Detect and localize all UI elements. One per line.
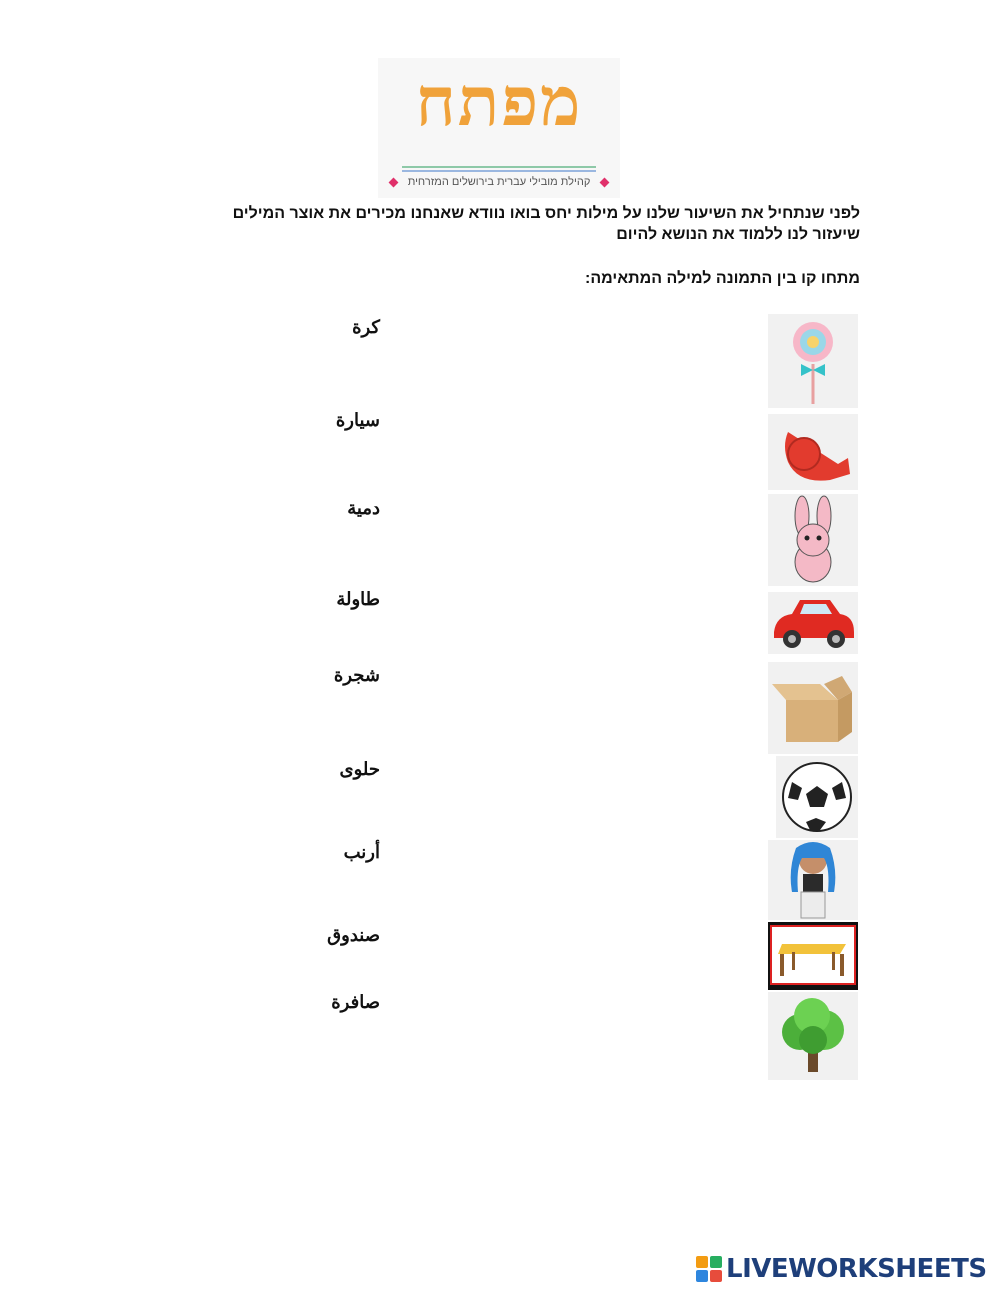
liveworksheets-brand: LIVEWORKSHEETS	[726, 1254, 987, 1284]
logo-word: מפתח	[415, 62, 583, 142]
logo-divider	[402, 166, 596, 168]
match-word[interactable]: شجرة	[333, 665, 380, 685]
lollipop-icon[interactable]	[768, 314, 858, 408]
car-icon[interactable]	[768, 592, 858, 654]
match-word[interactable]: دمية	[347, 498, 380, 518]
logo-divider	[402, 170, 596, 172]
liveworksheets-logo	[696, 1254, 987, 1284]
match-word[interactable]: سيارة	[335, 410, 380, 430]
tree-icon[interactable]	[768, 992, 858, 1080]
intro-line-2: שיעזור לנו ללמוד את הנושא להיום	[616, 226, 860, 243]
intro-text	[160, 203, 860, 245]
match-word[interactable]: طاولة	[336, 589, 380, 609]
match-word[interactable]: حلوى	[339, 759, 380, 779]
match-word[interactable]: صافرة	[331, 992, 380, 1012]
logo-tagline: קהילת מובילי עברית בירושלים המזרחית	[407, 176, 591, 188]
liveworksheets-blocks-icon	[696, 1256, 722, 1282]
logo	[378, 58, 620, 198]
table-icon[interactable]	[768, 922, 858, 990]
ball-icon[interactable]	[776, 756, 858, 838]
match-word[interactable]: كرة	[352, 317, 380, 337]
match-word[interactable]: أرنب	[343, 842, 380, 862]
instruction: מתחו קו בין התמונה למילה המתאימה:	[584, 270, 860, 287]
bunny-icon[interactable]	[768, 494, 858, 586]
doll-icon[interactable]	[768, 840, 858, 920]
intro-line-1: לפני שנתחיל את השיעור שלנו על מילות יחס בואו נוודא שאנחנו מכירים את אוצר המילים	[232, 205, 860, 222]
box-icon[interactable]	[768, 662, 858, 754]
whistle-icon[interactable]	[768, 414, 858, 490]
match-word[interactable]: صندوق	[327, 925, 380, 945]
